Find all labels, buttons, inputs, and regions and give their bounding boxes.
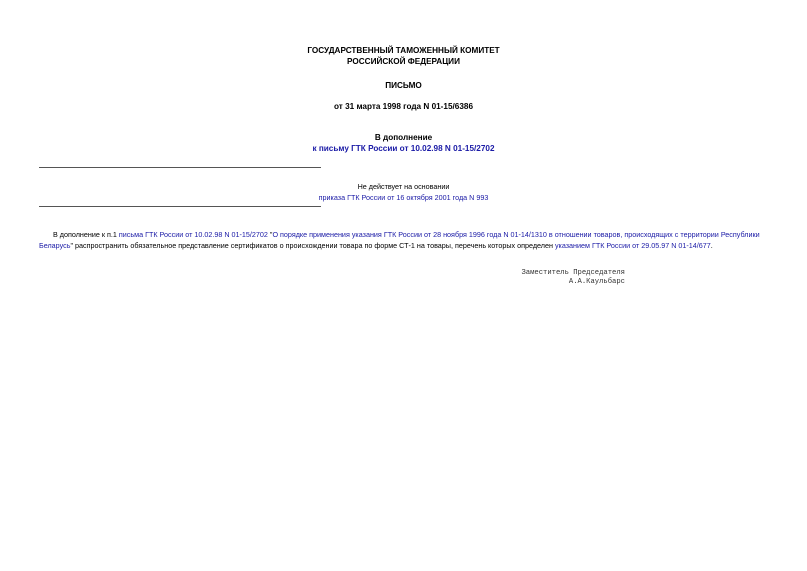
body-text-part-2: " (267, 230, 273, 239)
divider-top (39, 167, 321, 168)
status-order-link[interactable]: приказа ГТК России от 16 октября 2001 года N 993 (318, 193, 489, 202)
divider-bottom (39, 206, 321, 207)
body-letter-link[interactable]: письма ГТК России от 10.02.98 N 01-15/2702 (118, 230, 268, 239)
signature-name: А.А.Каульбарс (568, 278, 625, 286)
issuer-line-2: РОССИЙСКОЙ ФЕДЕРАЦИИ (347, 57, 460, 66)
body-text-part-4: . (710, 241, 713, 250)
supplement-reference-link[interactable]: к письму ГТК России от 10.02.98 N 01-15/2702 (312, 144, 495, 153)
body-text-part-1: В дополнение к п.1 (53, 230, 119, 239)
body-paragraph (39, 229, 773, 251)
status-text: Не действует на основании (357, 182, 450, 191)
issuer-header (0, 45, 807, 67)
supplement-title: В дополнение (374, 133, 433, 142)
body-title-link[interactable]: О порядке применения указания ГТК России от 28 ноября 1996 года N 01-14/1310 в отношении товаров, происходящих с территории Республики Беларусь (39, 230, 760, 250)
document-type: ПИСЬМО (385, 81, 422, 90)
issuer-line-1: ГОСУДАРСТВЕННЫЙ ТАМОЖЕННЫЙ КОМИТЕТ (307, 46, 500, 55)
body-text-part-3: " распространить обязательное представление сертификатов о происхождении товара по форме СТ-1 на товары, перечень которых определен (70, 241, 555, 250)
body-instruction-link[interactable]: указанием ГТК России от 29.05.97 N 01-14/677 (554, 241, 711, 250)
document-date-number: от 31 марта 1998 года N 01-15/6386 (333, 102, 474, 111)
signature-block (470, 269, 625, 287)
supplement-block (0, 132, 807, 154)
signature-position: Заместитель Председателя (521, 269, 625, 277)
status-block (0, 181, 807, 203)
